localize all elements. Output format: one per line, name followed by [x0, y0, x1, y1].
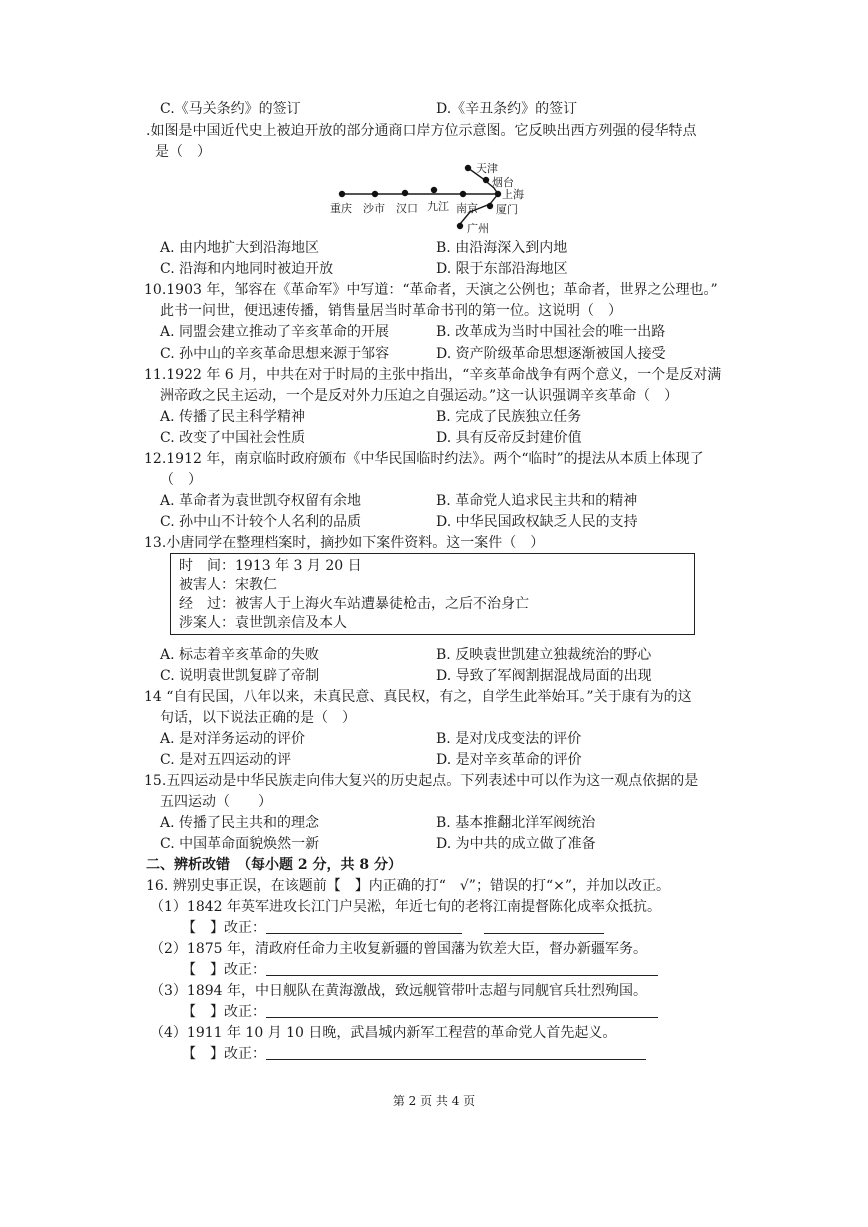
fix-label: 改正：: [224, 1004, 266, 1020]
case-suspect: 涉案人：袁世凯亲信及本人: [179, 615, 347, 631]
case-victim: 被害人：宋教仁: [179, 577, 277, 593]
answer-bracket[interactable]: 【 】: [182, 1046, 224, 1062]
fix-label: 改正：: [224, 920, 266, 936]
page-number: 第 2 页 共 4 页: [392, 1094, 476, 1108]
q16-answer-row-1: [182, 919, 604, 937]
city-label-shashi: 沙市: [363, 202, 385, 215]
q14-option-b: B. 是对戊戌变法的评价: [436, 731, 582, 747]
case-process: 经 过：被害人于上海火车站遭暴徒枪击，之后不治身亡: [179, 596, 529, 612]
q10-stem-line2: 此书一问世，便迅速传播，销售量居当时革命书刊的第一位。这说明（ ）: [160, 303, 622, 319]
case-record-box: [170, 553, 695, 635]
q13-option-d: D. 导致了军阀割据混战局面的出现: [436, 668, 652, 684]
q10-stem-line1: 10.1903 年，邹容在《革命军》中写道：“革命者，天演之公例也；革命者，世界之公理也。”: [144, 282, 718, 298]
q11-option-c: C. 改变了中国社会性质: [160, 430, 306, 446]
city-label-shanghai: 上海: [502, 188, 524, 201]
q9-option-c: C. 沿海和内地同时被迫开放: [160, 261, 334, 277]
case-time: 时 间：1913 年 3 月 20 日: [179, 558, 362, 574]
q12-option-b: B. 革命党人追求民主共和的精神: [436, 493, 638, 509]
q13-option-a: A. 标志着辛亥革命的失败: [160, 647, 320, 663]
q10-option-b: B. 改革成为当时中国社会的唯一出路: [436, 324, 666, 340]
answer-bracket[interactable]: 【 】: [182, 920, 224, 936]
city-label-hankou: 汉口: [396, 202, 418, 215]
section-heading: 二、辨析改错 （每小题 2 分，共 8 分）: [146, 857, 402, 873]
q16-item-1: （1）1842 年英军进攻长江门户吴淞，年近七旬的老将江南提督陈化成率众抵抗。: [150, 899, 661, 915]
city-label-tianjin: 天津: [476, 162, 498, 175]
route-lines: [342, 168, 498, 224]
q12-option-a: A. 革命者为袁世凯夺权留有余地: [160, 493, 362, 509]
q11-option-b: B. 完成了民族独立任务: [436, 409, 582, 425]
answer-bracket[interactable]: 【 】: [182, 962, 224, 978]
city-label-nanjing: 南京: [456, 202, 478, 215]
q11-option-a: A. 传播了民主科学精神: [160, 409, 306, 425]
q14-option-c: C. 是对五四运动的评: [160, 752, 292, 768]
q9-option-d: D. 限于东部沿海地区: [436, 261, 568, 277]
q16-item-2: （2）1875 年，清政府任命力主收复新疆的曾国藩为钦差大臣，督办新疆军务。: [150, 941, 647, 957]
q15-stem-line1: 15.五四运动是中华民族走向伟大复兴的历史起点。下列表述中可以作为这一观点依据的是: [144, 773, 699, 789]
q15-option-c: C. 中国革命面貌焕然一新: [160, 836, 320, 852]
city-label-chongqing: 重庆: [330, 202, 352, 215]
q8-option-d: D.《辛丑条约》的签订: [436, 101, 578, 117]
q9-stem-line1: .如图是中国近代史上被迫开放的部分通商口岸方位示意图。它反映出西方列强的侵华特点: [146, 123, 697, 139]
q9-option-a: A. 由内地扩大到沿海地区: [160, 240, 320, 256]
fix-blank[interactable]: [266, 1045, 646, 1060]
q16-item-3: （3）1894 年，中日舰队在黄海激战，致远舰管带叶志超与同舰官兵壮烈殉国。: [150, 983, 647, 999]
q9-stem-line2: 是（ ）: [155, 144, 211, 160]
q12-option-d: D. 中华民国政权缺乏人民的支持: [436, 514, 638, 530]
q13-option-b: B. 反映袁世凯建立独裁统治的野心: [436, 647, 652, 663]
q15-option-b: B. 基本推翻北洋军阀统治: [436, 815, 596, 831]
q14-stem-line2: 句话，以下说法正确的是（ ）: [160, 710, 356, 726]
q11-stem-line2: 洲帝政之民主运动，一个是反对外力压迫之自强运动。”这一认识强调辛亥革命（ ）: [160, 388, 679, 404]
city-label-xiamen: 厦门: [496, 203, 518, 216]
fix-blank[interactable]: [266, 919, 462, 934]
q12-stem-line2: （ ）: [160, 472, 202, 488]
q14-option-d: D. 是对辛亥革命的评价: [436, 752, 582, 768]
fix-blank[interactable]: [266, 1003, 658, 1018]
fix-blank[interactable]: [266, 961, 658, 976]
fix-label: 改正：: [224, 1046, 266, 1062]
q10-option-c: C. 孙中山的辛亥革命思想来源于邹容: [160, 346, 390, 362]
city-label-yantai: 烟台: [492, 176, 514, 189]
q16-stem: 16. 辨别史事正误，在该题前【 】内正确的打“ √”；错误的打“×”，并加以改正。: [146, 878, 670, 894]
answer-bracket[interactable]: 【 】: [182, 1004, 224, 1020]
q10-option-a: A. 同盟会建立推动了辛亥革命的开展: [160, 324, 390, 340]
city-label-guangzhou: 广州: [467, 222, 489, 235]
fix-label: 改正：: [224, 962, 266, 978]
q15-option-a: A. 传播了民主共和的理念: [160, 815, 320, 831]
q10-option-d: D. 资产阶级革命思想逐渐被国人接受: [436, 346, 666, 362]
q12-stem-line1: 12.1912 年，南京临时政府颁布《中华民国临时约法》。两个“临时”的提法从本质上体现了: [144, 451, 704, 467]
city-label-jiujiang: 九江: [427, 200, 449, 213]
q12-option-c: C. 孙中山不计较个人名利的品质: [160, 514, 362, 530]
q11-option-d: D. 具有反帝反封建价值: [436, 430, 582, 446]
q16-item-4: （4）1911 年 10 月 10 日晚，武昌城内新军工程营的革命党人首先起义。: [150, 1025, 617, 1041]
q16-answer-row-4: [182, 1045, 646, 1063]
q13-stem: 13.小唐同学在整理档案时，摘抄如下案件资料。这一案件（ ）: [144, 535, 545, 551]
q11-stem-line1: 11.1922 年 6 月，中共在对于时局的主张中指出，“辛亥革命战争有两个意义，一个是反对满: [144, 367, 722, 383]
q15-stem-line2: 五四运动（ ）: [160, 794, 272, 810]
fix-blank-extra[interactable]: [484, 919, 604, 934]
q15-option-d: D. 为中共的成立做了准备: [436, 836, 596, 852]
q16-answer-row-2: [182, 961, 658, 979]
q9-option-b: B. 由沿海深入到内地: [436, 240, 568, 256]
q16-answer-row-3: [182, 1003, 658, 1021]
q14-option-a: A. 是对洋务运动的评价: [160, 731, 306, 747]
treaty-ports-map: [330, 160, 560, 240]
q14-stem-line1: 14 “自有民国，八年以来，未真民意、真民权，有之，自学生此举始耳。”关于康有为的这: [144, 689, 692, 705]
q8-option-c: C.《马关条约》的签订: [160, 101, 301, 117]
q13-option-c: C. 说明袁世凯复辟了帝制: [160, 668, 320, 684]
